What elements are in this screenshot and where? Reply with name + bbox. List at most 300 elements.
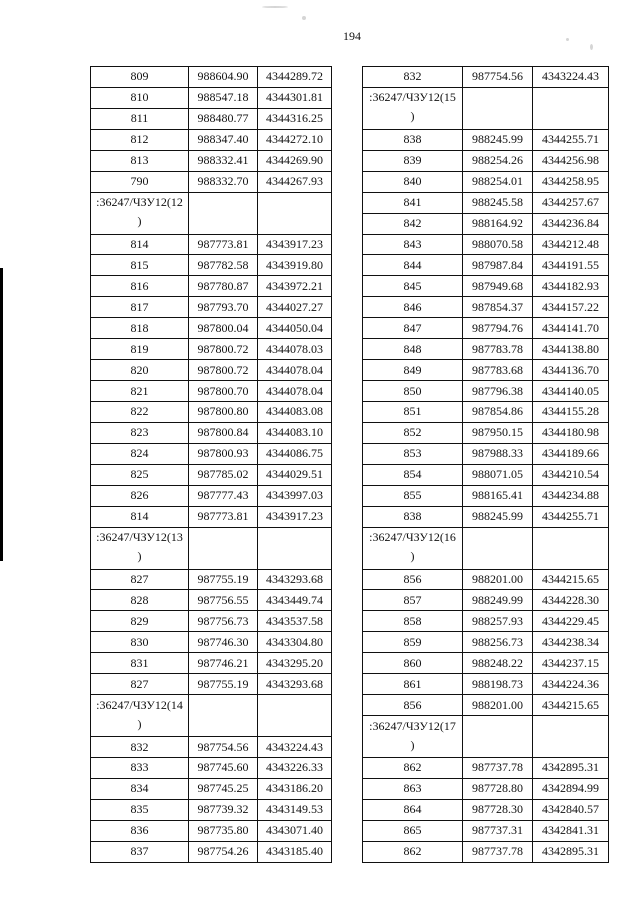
point-number-cell: 853: [363, 444, 463, 465]
table-row: [91, 758, 332, 779]
table-row: [91, 570, 332, 591]
x-coordinate-cell: 987800.93: [189, 444, 258, 465]
x-coordinate-cell: 987728.80: [463, 779, 533, 800]
point-number-cell: 848: [363, 339, 463, 360]
point-number-cell: 850: [363, 381, 463, 402]
x-coordinate-cell: 987745.60: [189, 758, 258, 779]
point-number-cell: 860: [363, 653, 463, 674]
table-row: [363, 151, 609, 172]
parcel-label-line: ): [410, 109, 415, 124]
point-number-cell: 831: [91, 653, 189, 674]
table-row: [363, 130, 609, 151]
parcel-label-cell: [363, 88, 463, 130]
empty-cell: [189, 528, 258, 570]
y-coordinate-cell: 4344078.03: [258, 339, 332, 360]
point-number-cell: 855: [363, 486, 463, 507]
point-number-cell: 809: [91, 67, 189, 88]
parcel-label-row: [363, 88, 609, 130]
x-coordinate-cell: 987800.04: [189, 318, 258, 339]
y-coordinate-cell: 4343917.23: [258, 235, 332, 256]
point-number-cell: 834: [91, 779, 189, 800]
table-row: [91, 109, 332, 130]
table-row: [363, 276, 609, 297]
point-number-cell: 820: [91, 360, 189, 381]
y-coordinate-cell: 4342841.31: [533, 821, 609, 842]
point-number-cell: 837: [91, 842, 189, 863]
x-coordinate-cell: 987987.84: [463, 255, 533, 276]
x-coordinate-cell: 988245.99: [463, 130, 533, 151]
point-number-cell: 833: [91, 758, 189, 779]
point-number-cell: 849: [363, 360, 463, 381]
parcel-label-cell: [363, 716, 463, 758]
table-row: [91, 255, 332, 276]
point-number-cell: 790: [91, 172, 189, 193]
y-coordinate-cell: 4344301.81: [258, 88, 332, 109]
point-number-cell: 821: [91, 381, 189, 402]
x-coordinate-cell: 988198.73: [463, 674, 533, 695]
table-row: [363, 821, 609, 842]
x-coordinate-cell: 987785.02: [189, 465, 258, 486]
parcel-label-line: :36247/ЧЗУ12(17: [369, 718, 456, 733]
x-coordinate-cell: 987783.78: [463, 339, 533, 360]
x-coordinate-cell: 987737.31: [463, 821, 533, 842]
table-row: [363, 611, 609, 632]
parcel-label-cell: [91, 528, 189, 570]
x-coordinate-cell: 987739.32: [189, 800, 258, 821]
y-coordinate-cell: 4342840.57: [533, 800, 609, 821]
y-coordinate-cell: 4343071.40: [258, 821, 332, 842]
table-row: [91, 779, 332, 800]
table-row: [91, 318, 332, 339]
point-number-cell: 825: [91, 465, 189, 486]
parcel-label-line: :36247/ЧЗУ12(13: [96, 530, 183, 545]
x-coordinate-cell: 988165.41: [463, 486, 533, 507]
y-coordinate-cell: 4344136.70: [533, 360, 609, 381]
table-row: [363, 632, 609, 653]
table-row: [363, 172, 609, 193]
x-coordinate-cell: 988164.92: [463, 214, 533, 235]
table-row: [91, 381, 332, 402]
x-coordinate-cell: 987737.78: [463, 842, 533, 863]
table-row: [91, 842, 332, 863]
x-coordinate-cell: 987745.25: [189, 779, 258, 800]
y-coordinate-cell: 4343186.20: [258, 779, 332, 800]
table-row: [363, 800, 609, 821]
y-coordinate-cell: 4343537.58: [258, 611, 332, 632]
y-coordinate-cell: 4344272.10: [258, 130, 332, 151]
y-coordinate-cell: 4344212.48: [533, 235, 609, 256]
scan-speck: [590, 44, 593, 50]
table-row: [363, 779, 609, 800]
x-coordinate-cell: 987773.81: [189, 507, 258, 528]
y-coordinate-cell: 4344083.08: [258, 402, 332, 423]
scan-edge-mark: [0, 268, 3, 561]
point-number-cell: 810: [91, 88, 189, 109]
table-row: [363, 842, 609, 863]
table-row: [91, 632, 332, 653]
table-row: [91, 402, 332, 423]
x-coordinate-cell: 988332.41: [189, 151, 258, 172]
table-row: [363, 465, 609, 486]
x-coordinate-cell: 987728.30: [463, 800, 533, 821]
table-row: [363, 235, 609, 256]
point-number-cell: 823: [91, 423, 189, 444]
x-coordinate-cell: 988256.73: [463, 632, 533, 653]
y-coordinate-cell: 4344027.27: [258, 297, 332, 318]
point-number-cell: 813: [91, 151, 189, 172]
table-row: [91, 674, 332, 695]
point-number-cell: 826: [91, 486, 189, 507]
point-number-cell: 856: [363, 695, 463, 716]
scan-speck: [566, 38, 569, 41]
table-row: [91, 653, 332, 674]
point-number-cell: 828: [91, 590, 189, 611]
table-row: [91, 88, 332, 109]
point-number-cell: 862: [363, 758, 463, 779]
x-coordinate-cell: 988245.99: [463, 507, 533, 528]
point-number-cell: 824: [91, 444, 189, 465]
x-coordinate-cell: 988248.22: [463, 653, 533, 674]
empty-cell: [533, 88, 609, 130]
scan-speck: [302, 16, 306, 20]
x-coordinate-cell: 988249.99: [463, 590, 533, 611]
y-coordinate-cell: 4343997.03: [258, 486, 332, 507]
table-row: [363, 402, 609, 423]
y-coordinate-cell: 4342894.99: [533, 779, 609, 800]
x-coordinate-cell: 987793.70: [189, 297, 258, 318]
y-coordinate-cell: 4344316.25: [258, 109, 332, 130]
y-coordinate-cell: 4344267.93: [258, 172, 332, 193]
point-number-cell: 862: [363, 842, 463, 863]
table-row: [363, 318, 609, 339]
x-coordinate-cell: 987746.21: [189, 653, 258, 674]
point-number-cell: 812: [91, 130, 189, 151]
point-number-cell: 851: [363, 402, 463, 423]
table-row: [363, 674, 609, 695]
y-coordinate-cell: 4344238.34: [533, 632, 609, 653]
table-row: [363, 339, 609, 360]
x-coordinate-cell: 987754.56: [463, 67, 533, 88]
empty-cell: [463, 528, 533, 570]
point-number-cell: 840: [363, 172, 463, 193]
empty-cell: [258, 695, 332, 737]
x-coordinate-cell: 988332.70: [189, 172, 258, 193]
x-coordinate-cell: 988257.93: [463, 611, 533, 632]
parcel-label-line: :36247/ЧЗУ12(12: [96, 195, 183, 210]
x-coordinate-cell: 987800.72: [189, 339, 258, 360]
y-coordinate-cell: 4344237.15: [533, 653, 609, 674]
x-coordinate-cell: 987949.68: [463, 276, 533, 297]
point-number-cell: 852: [363, 423, 463, 444]
point-number-cell: 839: [363, 151, 463, 172]
empty-cell: [463, 716, 533, 758]
y-coordinate-cell: 4344224.36: [533, 674, 609, 695]
empty-cell: [258, 193, 332, 235]
empty-cell: [463, 88, 533, 130]
parcel-label-row: [363, 716, 609, 758]
scan-speck: [262, 6, 288, 8]
y-coordinate-cell: 4344155.28: [533, 402, 609, 423]
y-coordinate-cell: 4344210.54: [533, 465, 609, 486]
y-coordinate-cell: 4344140.05: [533, 381, 609, 402]
y-coordinate-cell: 4344229.45: [533, 611, 609, 632]
table-row: [91, 444, 332, 465]
point-number-cell: 818: [91, 318, 189, 339]
y-coordinate-cell: 4342895.31: [533, 758, 609, 779]
x-coordinate-cell: 988201.00: [463, 570, 533, 591]
table-row: [91, 821, 332, 842]
y-coordinate-cell: 4342895.31: [533, 842, 609, 863]
table-row: [363, 590, 609, 611]
point-number-cell: 822: [91, 402, 189, 423]
y-coordinate-cell: 4344236.84: [533, 214, 609, 235]
y-coordinate-cell: 4344189.66: [533, 444, 609, 465]
x-coordinate-cell: 987988.33: [463, 444, 533, 465]
empty-cell: [533, 528, 609, 570]
x-coordinate-cell: 988347.40: [189, 130, 258, 151]
y-coordinate-cell: 4343226.33: [258, 758, 332, 779]
x-coordinate-cell: 987782.58: [189, 255, 258, 276]
y-coordinate-cell: 4344228.30: [533, 590, 609, 611]
point-number-cell: 814: [91, 235, 189, 256]
y-coordinate-cell: 4344050.04: [258, 318, 332, 339]
parcel-label-line: :36247/ЧЗУ12(16: [369, 530, 456, 545]
parcel-label-line: :36247/ЧЗУ12(14: [96, 697, 183, 712]
table-row: [363, 381, 609, 402]
point-number-cell: 863: [363, 779, 463, 800]
y-coordinate-cell: 4343185.40: [258, 842, 332, 863]
x-coordinate-cell: 987735.80: [189, 821, 258, 842]
x-coordinate-cell: 987754.56: [189, 737, 258, 758]
x-coordinate-cell: 987794.76: [463, 318, 533, 339]
point-number-cell: 858: [363, 611, 463, 632]
table-row: [91, 737, 332, 758]
table-row: [91, 486, 332, 507]
point-number-cell: 854: [363, 465, 463, 486]
point-number-cell: 844: [363, 255, 463, 276]
x-coordinate-cell: 988201.00: [463, 695, 533, 716]
y-coordinate-cell: 4343304.80: [258, 632, 332, 653]
table-row: [363, 695, 609, 716]
x-coordinate-cell: 987854.37: [463, 297, 533, 318]
x-coordinate-cell: 987950.15: [463, 423, 533, 444]
point-number-cell: 827: [91, 570, 189, 591]
point-number-cell: 861: [363, 674, 463, 695]
point-number-cell: 856: [363, 570, 463, 591]
y-coordinate-cell: 4344269.90: [258, 151, 332, 172]
table-row: [91, 465, 332, 486]
y-coordinate-cell: 4343293.68: [258, 570, 332, 591]
point-number-cell: 864: [363, 800, 463, 821]
y-coordinate-cell: 4344138.80: [533, 339, 609, 360]
table-row: [91, 130, 332, 151]
y-coordinate-cell: 4343972.21: [258, 276, 332, 297]
y-coordinate-cell: 4343917.23: [258, 507, 332, 528]
point-number-cell: 836: [91, 821, 189, 842]
point-number-cell: 819: [91, 339, 189, 360]
point-number-cell: 814: [91, 507, 189, 528]
page-number: 194: [343, 29, 361, 43]
table-row: [91, 235, 332, 256]
y-coordinate-cell: 4343224.43: [258, 737, 332, 758]
y-coordinate-cell: 4343295.20: [258, 653, 332, 674]
table-row: [91, 800, 332, 821]
table-row: [91, 507, 332, 528]
table-row: [363, 507, 609, 528]
point-number-cell: 838: [363, 130, 463, 151]
point-number-cell: 847: [363, 318, 463, 339]
parcel-label-cell: [91, 695, 189, 737]
table-row: [363, 67, 609, 88]
table-row: [91, 423, 332, 444]
coordinates-table-right: [362, 66, 609, 863]
table-row: [91, 67, 332, 88]
parcel-label-line: ): [137, 716, 142, 731]
point-number-cell: 838: [363, 507, 463, 528]
y-coordinate-cell: 4344215.65: [533, 695, 609, 716]
x-coordinate-cell: 987800.80: [189, 402, 258, 423]
point-number-cell: 846: [363, 297, 463, 318]
y-coordinate-cell: 4344078.04: [258, 381, 332, 402]
table-row: [363, 297, 609, 318]
x-coordinate-cell: 987754.26: [189, 842, 258, 863]
x-coordinate-cell: 987800.84: [189, 423, 258, 444]
x-coordinate-cell: 987746.30: [189, 632, 258, 653]
y-coordinate-cell: 4343919.80: [258, 255, 332, 276]
y-coordinate-cell: 4344255.71: [533, 130, 609, 151]
y-coordinate-cell: 4344029.51: [258, 465, 332, 486]
table-row: [91, 611, 332, 632]
x-coordinate-cell: 987756.73: [189, 611, 258, 632]
y-coordinate-cell: 4343224.43: [533, 67, 609, 88]
x-coordinate-cell: 987755.19: [189, 674, 258, 695]
x-coordinate-cell: 987756.55: [189, 590, 258, 611]
x-coordinate-cell: 988254.01: [463, 172, 533, 193]
parcel-label-line: ): [137, 214, 142, 229]
point-number-cell: 832: [363, 67, 463, 88]
table-row: [363, 653, 609, 674]
parcel-label-cell: [363, 528, 463, 570]
parcel-label-line: ): [410, 549, 415, 564]
table-row: [363, 423, 609, 444]
y-coordinate-cell: 4344258.95: [533, 172, 609, 193]
point-number-cell: 845: [363, 276, 463, 297]
table-row: [91, 172, 332, 193]
point-number-cell: 842: [363, 214, 463, 235]
empty-cell: [258, 528, 332, 570]
y-coordinate-cell: 4344182.93: [533, 276, 609, 297]
x-coordinate-cell: 988480.77: [189, 109, 258, 130]
y-coordinate-cell: 4344289.72: [258, 67, 332, 88]
parcel-label-cell: [91, 193, 189, 235]
point-number-cell: 816: [91, 276, 189, 297]
point-number-cell: 843: [363, 235, 463, 256]
y-coordinate-cell: 4344257.67: [533, 193, 609, 214]
parcel-label-row: [91, 695, 332, 737]
table-row: [363, 214, 609, 235]
point-number-cell: 830: [91, 632, 189, 653]
empty-cell: [189, 193, 258, 235]
point-number-cell: 859: [363, 632, 463, 653]
x-coordinate-cell: 988547.18: [189, 88, 258, 109]
parcel-label-row: [91, 193, 332, 235]
x-coordinate-cell: 987755.19: [189, 570, 258, 591]
coordinates-table-left: [90, 66, 332, 863]
table-row: [363, 444, 609, 465]
table-row: [363, 193, 609, 214]
table-row: [91, 590, 332, 611]
x-coordinate-cell: 988254.26: [463, 151, 533, 172]
x-coordinate-cell: 988245.58: [463, 193, 533, 214]
table-row: [91, 339, 332, 360]
x-coordinate-cell: 987800.70: [189, 381, 258, 402]
empty-cell: [533, 716, 609, 758]
y-coordinate-cell: 4344180.98: [533, 423, 609, 444]
point-number-cell: 832: [91, 737, 189, 758]
x-coordinate-cell: 987783.68: [463, 360, 533, 381]
x-coordinate-cell: 987796.38: [463, 381, 533, 402]
y-coordinate-cell: 4344157.22: [533, 297, 609, 318]
y-coordinate-cell: 4344086.75: [258, 444, 332, 465]
parcel-label-line: ): [137, 549, 142, 564]
table-row: [363, 570, 609, 591]
point-number-cell: 835: [91, 800, 189, 821]
y-coordinate-cell: 4344078.04: [258, 360, 332, 381]
table-row: [363, 360, 609, 381]
x-coordinate-cell: 987854.86: [463, 402, 533, 423]
y-coordinate-cell: 4344255.71: [533, 507, 609, 528]
x-coordinate-cell: 988071.05: [463, 465, 533, 486]
point-number-cell: 827: [91, 674, 189, 695]
y-coordinate-cell: 4344141.70: [533, 318, 609, 339]
x-coordinate-cell: 987777.43: [189, 486, 258, 507]
table-row: [363, 486, 609, 507]
y-coordinate-cell: 4344256.98: [533, 151, 609, 172]
y-coordinate-cell: 4343149.53: [258, 800, 332, 821]
x-coordinate-cell: 987780.87: [189, 276, 258, 297]
y-coordinate-cell: 4343293.68: [258, 674, 332, 695]
table-row: [363, 255, 609, 276]
table-row: [91, 151, 332, 172]
x-coordinate-cell: 987737.78: [463, 758, 533, 779]
parcel-label-row: [91, 528, 332, 570]
y-coordinate-cell: 4344215.65: [533, 570, 609, 591]
parcel-label-row: [363, 528, 609, 570]
point-number-cell: 865: [363, 821, 463, 842]
y-coordinate-cell: 4344191.55: [533, 255, 609, 276]
table-row: [91, 297, 332, 318]
x-coordinate-cell: 987773.81: [189, 235, 258, 256]
point-number-cell: 829: [91, 611, 189, 632]
parcel-label-line: :36247/ЧЗУ12(15: [369, 90, 456, 105]
x-coordinate-cell: 987800.72: [189, 360, 258, 381]
x-coordinate-cell: 988604.90: [189, 67, 258, 88]
y-coordinate-cell: 4343449.74: [258, 590, 332, 611]
empty-cell: [189, 695, 258, 737]
y-coordinate-cell: 4344234.88: [533, 486, 609, 507]
point-number-cell: 857: [363, 590, 463, 611]
table-row: [363, 758, 609, 779]
x-coordinate-cell: 988070.58: [463, 235, 533, 256]
table-row: [91, 360, 332, 381]
point-number-cell: 811: [91, 109, 189, 130]
parcel-label-line: ): [410, 737, 415, 752]
point-number-cell: 841: [363, 193, 463, 214]
y-coordinate-cell: 4344083.10: [258, 423, 332, 444]
point-number-cell: 817: [91, 297, 189, 318]
point-number-cell: 815: [91, 255, 189, 276]
table-row: [91, 276, 332, 297]
